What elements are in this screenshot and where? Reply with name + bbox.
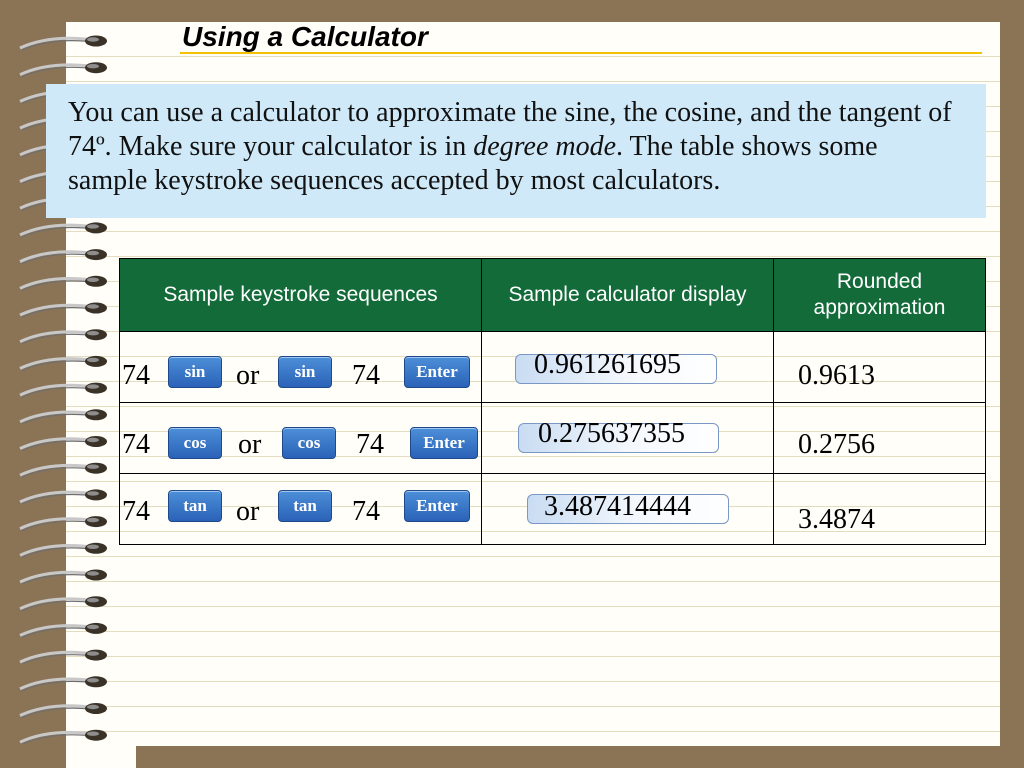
display-cell	[482, 332, 774, 403]
rounded-cell	[774, 474, 986, 545]
binding-hole-highlight	[87, 358, 99, 362]
binding-hole-highlight	[87, 732, 99, 736]
binding-hole-highlight	[87, 37, 99, 41]
cos-key: cos	[168, 427, 222, 459]
intro-text-2: . The table shows some sample keystroke sequences accepted by most calculators.	[68, 131, 878, 196]
enter-key: Enter	[404, 356, 470, 388]
enter-key: Enter	[404, 490, 470, 522]
binding-hole-highlight	[87, 384, 99, 388]
title-underline	[180, 52, 982, 54]
binding-hole-highlight	[87, 678, 99, 682]
table-row	[120, 403, 986, 474]
binding-hole-highlight	[87, 598, 99, 602]
intro-text-1: You can use a calculator to approximate the sine, the cosine, and the tangent of 74º. Make sure your calculator is in	[68, 97, 952, 162]
binding-hole-highlight	[87, 411, 99, 415]
rounded-cell	[774, 403, 986, 474]
tan-key: tan	[278, 490, 332, 522]
binding-hole-highlight	[87, 465, 99, 469]
table-header-row	[120, 259, 986, 332]
number-74: 74	[352, 496, 380, 527]
binding-hole-highlight	[87, 491, 99, 495]
number-74: 74	[352, 360, 380, 391]
rounded-value: 0.9613	[798, 360, 875, 391]
binding-hole-highlight	[87, 304, 99, 308]
rounded-value: 0.2756	[798, 429, 875, 460]
display-value: 3.487414444	[544, 491, 691, 522]
display-cell	[482, 474, 774, 545]
or-label: or	[238, 429, 262, 460]
binding-hole-highlight	[87, 571, 99, 575]
rounded-cell	[774, 332, 986, 403]
enter-key: Enter	[410, 427, 478, 459]
binding-hole-highlight	[87, 224, 99, 228]
header-keystroke-sequences: Sample keystroke sequences	[120, 259, 482, 332]
binding-hole-highlight	[87, 251, 99, 255]
header-rounded-approximation: Rounded approximation	[774, 259, 986, 332]
keystroke-cell	[120, 332, 482, 403]
binding-hole-highlight	[87, 545, 99, 549]
display-value: 0.961261695	[534, 349, 681, 380]
table-row	[120, 474, 986, 545]
page-title: Using a Calculator	[182, 21, 428, 52]
binding-hole-highlight	[87, 64, 99, 68]
or-label: or	[236, 496, 260, 527]
binding-hole-highlight	[87, 438, 99, 442]
number-74: 74	[122, 496, 150, 527]
number-74: 74	[122, 360, 150, 391]
rounded-value: 3.4874	[798, 504, 875, 535]
binding-hole-highlight	[87, 518, 99, 522]
intro-paragraph	[68, 96, 960, 198]
table-row	[120, 332, 986, 403]
intro-box	[46, 84, 986, 218]
keystroke-cell	[120, 474, 482, 545]
display-value: 0.275637355	[538, 418, 685, 449]
number-74: 74	[122, 429, 150, 460]
intro-emphasis: degree mode	[473, 131, 617, 162]
binding-hole-highlight	[87, 278, 99, 282]
cos-key: cos	[282, 427, 336, 459]
header-calculator-display: Sample calculator display	[482, 259, 774, 332]
sin-key: sin	[278, 356, 332, 388]
number-74: 74	[356, 429, 384, 460]
keystroke-table	[119, 258, 986, 545]
binding-hole-highlight	[87, 705, 99, 709]
binding-hole-highlight	[87, 651, 99, 655]
keystroke-cell	[120, 403, 482, 474]
binding-hole-highlight	[87, 331, 99, 335]
binding-hole-highlight	[87, 625, 99, 629]
or-label: or	[236, 360, 260, 391]
display-cell	[482, 403, 774, 474]
tan-key: tan	[168, 490, 222, 522]
sin-key: sin	[168, 356, 222, 388]
